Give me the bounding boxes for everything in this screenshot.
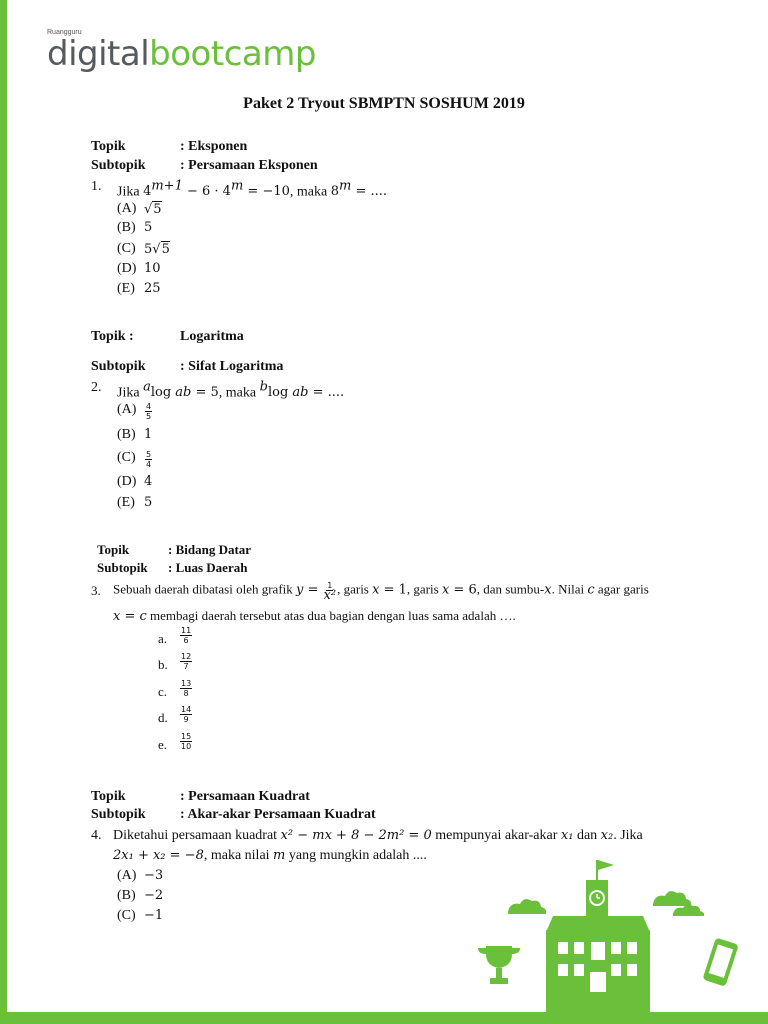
q3-option-label: e. (158, 737, 168, 752)
q3-option-value (179, 705, 193, 724)
q4-option-value: −2 (144, 888, 164, 903)
q4-option-label: (B) (117, 888, 136, 903)
fraction-numerator: 4 (146, 402, 152, 411)
q2-stem: Jika $^a$log ab = 5, maka $^b$log ab = .... (117, 380, 345, 401)
fraction-numerator: 14 (181, 705, 192, 714)
page-title: Paket 2 Tryout SBMPTN SOSHUM 2019 (243, 95, 525, 112)
s3-topik-label: Topik (97, 542, 130, 557)
s3-topik-value: : Bidang Datar (168, 542, 252, 557)
q1-stem: Jika $4^{m+1} - 6 \cdot 4^m = -10$, maka $8^m$ = .... (117, 179, 387, 200)
logo-small-text: Ruangguru (47, 29, 82, 36)
fraction-denominator: 7 (183, 662, 189, 671)
q1-option-number: 25 (144, 281, 161, 296)
s1-subtopik-label: Subtopik (91, 158, 146, 173)
q2-option-label: (B) (117, 427, 136, 442)
q1-option-value (144, 241, 170, 257)
fraction-numerator: 15 (181, 732, 192, 741)
q3-stem-line1: Sebuah daerah dibatasi oleh grafik y = $\frac{1}{\text{x²}}$ , garis x = 1, garis x = 6, dan sumbu-x. Nilai c agar garis (113, 581, 649, 603)
q1-option-coefficient: 5 (144, 242, 153, 257)
q4-option-value: −3 (144, 868, 164, 883)
q3-option-value (179, 732, 193, 751)
fraction-numerator: 11 (181, 626, 192, 635)
q3-option-fraction (180, 626, 192, 645)
q1-option-radicand: 5 (153, 202, 162, 217)
q4-option-label: (C) (117, 908, 136, 923)
school-illustration (478, 852, 753, 1012)
q3-option-fraction (180, 732, 192, 751)
cloud-icon (673, 904, 704, 916)
fraction-denominator: 9 (183, 715, 189, 724)
q1-option-radicand: 5 (161, 242, 170, 257)
logo-part-digital: digital (47, 34, 150, 74)
q3-number: 3. (91, 583, 101, 598)
fraction-denominator: 4 (146, 460, 152, 469)
s4-subtopik-value: : Akar-akar Persamaan Kuadrat (180, 807, 376, 822)
phone-icon (702, 937, 738, 986)
q2-option-number: 4 (144, 474, 153, 489)
cloud-icon (508, 899, 546, 914)
s2-topik-value: Logaritma (180, 329, 244, 344)
logo-part-bootcamp: bootcamp (149, 34, 316, 74)
s3-subtopik-value: : Luas Daerah (168, 560, 248, 575)
q3-option-label: d. (158, 710, 168, 725)
s4-subtopik-label: Subtopik (91, 807, 146, 822)
q2-option-value (144, 495, 152, 510)
q3-option-value (179, 679, 193, 698)
fraction-denominator: 10 (181, 742, 192, 751)
s4-topik-label: Topik (91, 789, 126, 804)
q1-option-label: (C) (117, 241, 136, 256)
q4-option-label: (A) (117, 868, 137, 883)
fraction-numerator: 12 (181, 652, 192, 661)
q3-option-label: a. (158, 631, 168, 646)
q3-option-value (179, 626, 193, 645)
fraction-numerator: 13 (181, 679, 192, 688)
s2-topik-label: Topik : (91, 329, 134, 344)
q4-stem-line2: 2x₁ + x₂ = −8, maka nilai m yang mungkin adalah .... (113, 848, 427, 863)
q1-number: 1. (91, 179, 102, 194)
q3-option-fraction (180, 679, 192, 698)
fraction-numerator: 5 (146, 450, 152, 459)
s3-subtopik-label: Subtopik (97, 560, 148, 575)
q1-option-number: 5 (144, 220, 153, 235)
s1-topik-label: Topik (91, 139, 126, 154)
q2-option-value (144, 402, 153, 421)
flag-icon (598, 860, 614, 870)
q2-option-label: (C) (117, 450, 136, 465)
bottom-accent-bar (0, 1012, 768, 1024)
q2-option-label: (E) (117, 495, 135, 510)
q1-option-number: 10 (144, 261, 161, 276)
q4-number: 4. (91, 828, 102, 843)
s2-subtopik-label: Subtopik (91, 359, 146, 374)
q1-option-value (144, 261, 161, 276)
sqrt-symbol: √ (144, 202, 153, 217)
q1-option-label: (D) (117, 261, 137, 276)
s2-subtopik-value: : Sifat Logaritma (180, 359, 284, 374)
q2-option-label: (A) (117, 402, 137, 417)
q3-option-label: b. (158, 657, 168, 672)
q1-option-label: (A) (117, 201, 137, 216)
fraction-denominator: 8 (183, 689, 189, 698)
q3-option-label: c. (158, 684, 168, 699)
q2-option-label: (D) (117, 474, 137, 489)
q4-stem-line1: Diketahui persamaan kuadrat x² − mx + 8 − 2m² = 0 mempunyai akar-akar x₁ dan x₂. Jika (113, 828, 643, 843)
q3-option-fraction (180, 652, 192, 671)
q2-option-fraction (145, 450, 152, 469)
logo-wordmark (47, 36, 316, 72)
s4-topik-value: : Persamaan Kuadrat (180, 789, 310, 804)
sqrt-symbol: √ (152, 242, 161, 257)
q3-option-value (179, 652, 193, 671)
q1-option-label: (B) (117, 220, 136, 235)
q2-option-value (144, 474, 152, 489)
q2-option-value (144, 450, 153, 469)
cloud-icon (653, 891, 691, 906)
digitalbootcamp-logo (47, 29, 316, 72)
q2-number: 2. (91, 380, 102, 395)
q1-option-value (144, 220, 152, 235)
fraction-denominator: 6 (183, 636, 189, 645)
left-accent-bar (0, 0, 7, 1024)
fraction-denominator: 5 (146, 412, 152, 421)
q2-option-fraction (145, 402, 152, 421)
q2-option-value (144, 427, 152, 442)
q2-option-number: 5 (144, 495, 153, 510)
q1-option-label: (E) (117, 281, 135, 296)
s1-topik-value: : Eksponen (180, 139, 248, 154)
q4-option-value: −1 (144, 908, 164, 923)
s1-subtopik-value: : Persamaan Eksponen (180, 158, 318, 173)
q3-option-fraction (180, 705, 192, 724)
q1-option-value (144, 281, 161, 296)
q1-option-value (144, 201, 162, 217)
trophy-icon (478, 946, 520, 984)
q2-option-number: 1 (144, 427, 153, 442)
q3-stem-line2: x = c membagi daerah tersebut atas dua bagian dengan luas sama adalah …. (113, 608, 516, 624)
